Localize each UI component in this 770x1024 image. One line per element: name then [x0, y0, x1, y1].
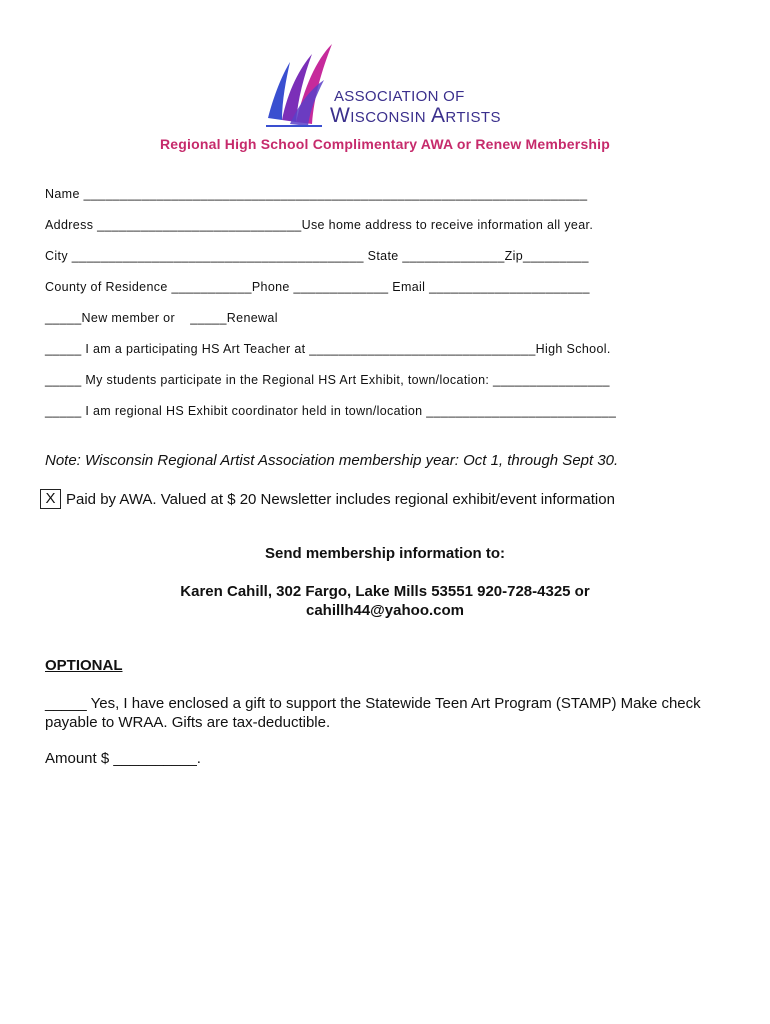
- paid-by-awa-row: [40, 489, 615, 509]
- membership-year-note: Note: Wisconsin Regional Artist Association membership year: Oct 1, through Sept 30.: [45, 452, 619, 469]
- hs-art-teacher-line[interactable]: _____ I am a participating HS Art Teacher at _______________________________High School.: [45, 342, 611, 356]
- paid-text: Paid by AWA. Valued at $ 20 Newsletter includes regional exhibit/event information: [66, 490, 615, 508]
- county-phone-email-line[interactable]: County of Residence ___________Phone _____________ Email ______________________: [45, 280, 590, 294]
- contact-address: Karen Cahill, 302 Fargo, Lake Mills 53551 920-728-4325 or: [180, 583, 590, 600]
- students-exhibit-line[interactable]: _____ My students participate in the Regional HS Art Exhibit, town/location: ________________: [45, 373, 610, 387]
- city-state-zip-line[interactable]: City ________________________________________ State ______________Zip_________: [45, 249, 589, 263]
- send-heading: Send membership information to:: [264, 545, 505, 562]
- amount-line[interactable]: Amount $ __________.: [45, 750, 201, 767]
- page-title: Regional High School Complimentary AWA or Renew Membership: [159, 136, 611, 152]
- membership-type-line[interactable]: _____New member or _____Renewal: [45, 311, 278, 325]
- exhibit-coordinator-line[interactable]: _____ I am regional HS Exhibit coordinator held in town/location __________________________: [45, 404, 617, 418]
- name-field-line[interactable]: Name _____________________________________________________________________: [45, 187, 588, 201]
- paid-checkbox[interactable]: X: [40, 489, 61, 509]
- optional-heading: OPTIONAL: [45, 657, 123, 674]
- logo-text-association: ASSOCIATION OF: [334, 88, 465, 105]
- gift-line[interactable]: _____ Yes, I have enclosed a gift to support the Statewide Teen Art Program (STAMP) Make check payable to WRAA. Gifts are tax-deductible.: [45, 695, 701, 731]
- address-field-line[interactable]: Address ____________________________Use home address to receive information all year.: [45, 218, 594, 232]
- logo-text-wisconsin-artists: Wisconsin Artists: [330, 104, 501, 127]
- contact-email: cahillh44@yahoo.com: [305, 602, 464, 619]
